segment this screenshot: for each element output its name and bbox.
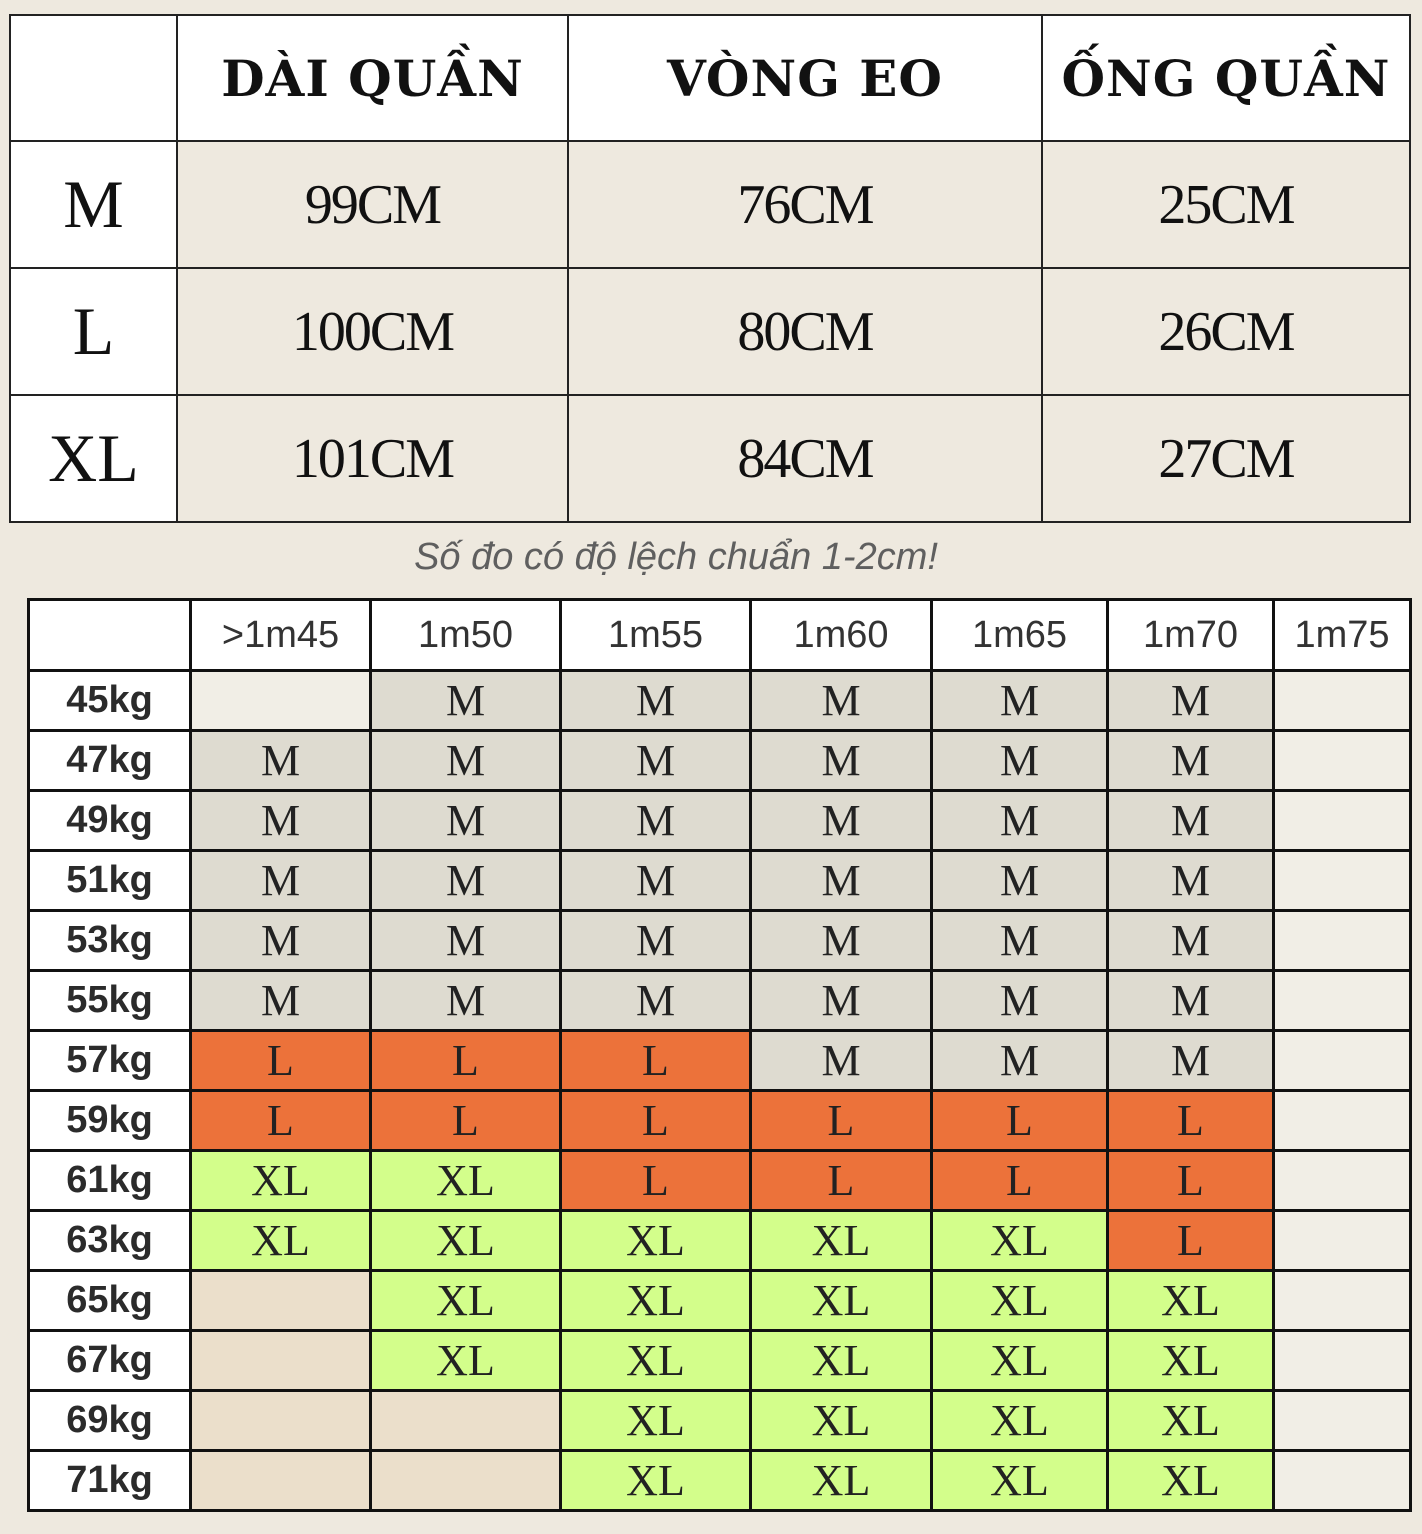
empty-cell [1274, 791, 1411, 851]
empty-cell [371, 1451, 561, 1511]
size-cell: XL [751, 1271, 932, 1331]
size-cell: M [751, 791, 932, 851]
measurement-row [10, 395, 1410, 522]
size-cell: L [1108, 1091, 1274, 1151]
measurement-row [10, 268, 1410, 395]
height-header: 1m60 [751, 600, 932, 671]
empty-cell [1274, 1151, 1411, 1211]
weight-row [29, 1331, 1411, 1391]
measurement-row [10, 141, 1410, 268]
size-cell: M [561, 911, 751, 971]
size-cell: M [751, 731, 932, 791]
empty-cell [1274, 1211, 1411, 1271]
size-cell: L [371, 1091, 561, 1151]
empty-cell [1274, 1271, 1411, 1331]
size-cell: L [932, 1151, 1108, 1211]
empty-cell [1274, 1031, 1411, 1091]
size-cell: M [751, 1031, 932, 1091]
height-header: >1m45 [191, 600, 371, 671]
size-cell: M [561, 971, 751, 1031]
weight-row [29, 1091, 1411, 1151]
size-cell: XL [751, 1211, 932, 1271]
size-cell: M [1108, 791, 1274, 851]
size-cell: M [751, 671, 932, 731]
size-cell: XL [561, 1391, 751, 1451]
size-cell: M [1108, 671, 1274, 731]
empty-cell [1274, 851, 1411, 911]
size-cell: XL [751, 1451, 932, 1511]
size-cell: M [191, 851, 371, 911]
height-header: 1m55 [561, 600, 751, 671]
size-label: XL [10, 395, 177, 522]
weight-label: 51kg [29, 851, 191, 911]
size-cell: XL [561, 1211, 751, 1271]
size-cell: M [561, 791, 751, 851]
size-cell: XL [932, 1211, 1108, 1271]
size-cell: M [191, 731, 371, 791]
measurement-header-corner [10, 15, 177, 141]
size-cell: M [932, 731, 1108, 791]
waist-value: 76CM [568, 141, 1042, 268]
empty-cell [1274, 671, 1411, 731]
empty-cell [1274, 971, 1411, 1031]
size-cell: XL [932, 1391, 1108, 1451]
size-cell: XL [932, 1451, 1108, 1511]
leg-opening-value: 27CM [1042, 395, 1410, 522]
size-cell: XL [932, 1331, 1108, 1391]
weight-label: 53kg [29, 911, 191, 971]
size-cell: M [932, 671, 1108, 731]
empty-cell [1274, 1091, 1411, 1151]
size-cell: XL [932, 1271, 1108, 1331]
size-cell: M [371, 911, 561, 971]
size-cell: M [371, 971, 561, 1031]
size-cell: XL [561, 1451, 751, 1511]
size-cell: XL [751, 1391, 932, 1451]
weight-label: 69kg [29, 1391, 191, 1451]
size-cell: M [751, 851, 932, 911]
weight-row [29, 971, 1411, 1031]
empty-cell [191, 671, 371, 731]
height-header: 1m65 [932, 600, 1108, 671]
size-cell: XL [1108, 1271, 1274, 1331]
size-chart-table [27, 598, 1412, 1512]
size-cell: M [932, 911, 1108, 971]
measurement-header-row [10, 15, 1410, 141]
empty-cell [1274, 1331, 1411, 1391]
weight-label: 55kg [29, 971, 191, 1031]
leg-opening-value: 25CM [1042, 141, 1410, 268]
weight-label: 63kg [29, 1211, 191, 1271]
size-cell: XL [371, 1151, 561, 1211]
height-header-row [29, 600, 1411, 671]
tolerance-note: Số đo có độ lệch chuẩn 1-2cm! [414, 536, 938, 578]
weight-row [29, 1151, 1411, 1211]
size-cell: M [932, 851, 1108, 911]
weight-row [29, 791, 1411, 851]
weight-label: 57kg [29, 1031, 191, 1091]
weight-row [29, 1031, 1411, 1091]
size-cell: M [751, 971, 932, 1031]
size-cell: L [191, 1031, 371, 1091]
size-cell: M [561, 731, 751, 791]
pant-length-value: 101CM [177, 395, 568, 522]
pant-length-value: 100CM [177, 268, 568, 395]
empty-cell [191, 1391, 371, 1451]
weight-label: 71kg [29, 1451, 191, 1511]
size-cell: L [371, 1031, 561, 1091]
size-cell: M [191, 911, 371, 971]
empty-cell [191, 1271, 371, 1331]
size-cell: L [751, 1151, 932, 1211]
weight-row [29, 671, 1411, 731]
size-cell: M [561, 851, 751, 911]
size-cell: XL [1108, 1391, 1274, 1451]
waist-value: 80CM [568, 268, 1042, 395]
waist-value: 84CM [568, 395, 1042, 522]
size-cell: M [1108, 731, 1274, 791]
size-cell: L [932, 1091, 1108, 1151]
weight-row [29, 1391, 1411, 1451]
empty-cell [1274, 1451, 1411, 1511]
size-cell: L [561, 1151, 751, 1211]
size-cell: M [371, 671, 561, 731]
weight-row [29, 851, 1411, 911]
size-cell: M [371, 791, 561, 851]
empty-cell [1274, 1391, 1411, 1451]
size-cell: XL [371, 1331, 561, 1391]
size-cell: L [561, 1031, 751, 1091]
size-label: M [10, 141, 177, 268]
size-cell: XL [191, 1151, 371, 1211]
size-cell: M [932, 791, 1108, 851]
size-cell: M [371, 731, 561, 791]
size-cell: XL [561, 1331, 751, 1391]
header-pant-length: DÀI QUẦN [177, 15, 568, 141]
height-header: 1m50 [371, 600, 561, 671]
size-cell: L [561, 1091, 751, 1151]
empty-cell [191, 1451, 371, 1511]
empty-cell [1274, 731, 1411, 791]
header-leg-opening: ỐNG QUẦN [1042, 15, 1410, 141]
size-cell: L [1108, 1211, 1274, 1271]
size-cell: L [751, 1091, 932, 1151]
weight-label: 49kg [29, 791, 191, 851]
weight-label: 61kg [29, 1151, 191, 1211]
size-cell: M [932, 1031, 1108, 1091]
size-cell: M [932, 971, 1108, 1031]
size-cell: M [1108, 851, 1274, 911]
size-cell: XL [191, 1211, 371, 1271]
size-cell: XL [371, 1271, 561, 1331]
empty-cell [1274, 911, 1411, 971]
pant-length-value: 99CM [177, 141, 568, 268]
size-cell: M [561, 671, 751, 731]
size-cell: XL [751, 1331, 932, 1391]
size-cell: L [191, 1091, 371, 1151]
size-cell: L [1108, 1151, 1274, 1211]
size-cell: M [1108, 1031, 1274, 1091]
height-header: 1m70 [1108, 600, 1274, 671]
weight-label: 45kg [29, 671, 191, 731]
height-header: 1m75 [1274, 600, 1411, 671]
size-cell: M [191, 971, 371, 1031]
empty-cell [371, 1391, 561, 1451]
size-cell: XL [371, 1211, 561, 1271]
measurement-table [9, 14, 1411, 523]
size-cell: XL [561, 1271, 751, 1331]
size-cell: M [371, 851, 561, 911]
leg-opening-value: 26CM [1042, 268, 1410, 395]
weight-label: 67kg [29, 1331, 191, 1391]
weight-label: 47kg [29, 731, 191, 791]
weight-label: 59kg [29, 1091, 191, 1151]
size-cell: M [1108, 971, 1274, 1031]
size-cell: M [751, 911, 932, 971]
weight-label: 65kg [29, 1271, 191, 1331]
header-waist: VÒNG EO [568, 15, 1042, 141]
size-cell: M [191, 791, 371, 851]
size-cell: XL [1108, 1451, 1274, 1511]
size-cell: M [1108, 911, 1274, 971]
weight-row [29, 1271, 1411, 1331]
size-label: L [10, 268, 177, 395]
size-cell: XL [1108, 1331, 1274, 1391]
weight-row [29, 731, 1411, 791]
weight-row [29, 1451, 1411, 1511]
weight-row [29, 1211, 1411, 1271]
size-chart-corner [29, 600, 191, 671]
weight-row [29, 911, 1411, 971]
empty-cell [191, 1331, 371, 1391]
